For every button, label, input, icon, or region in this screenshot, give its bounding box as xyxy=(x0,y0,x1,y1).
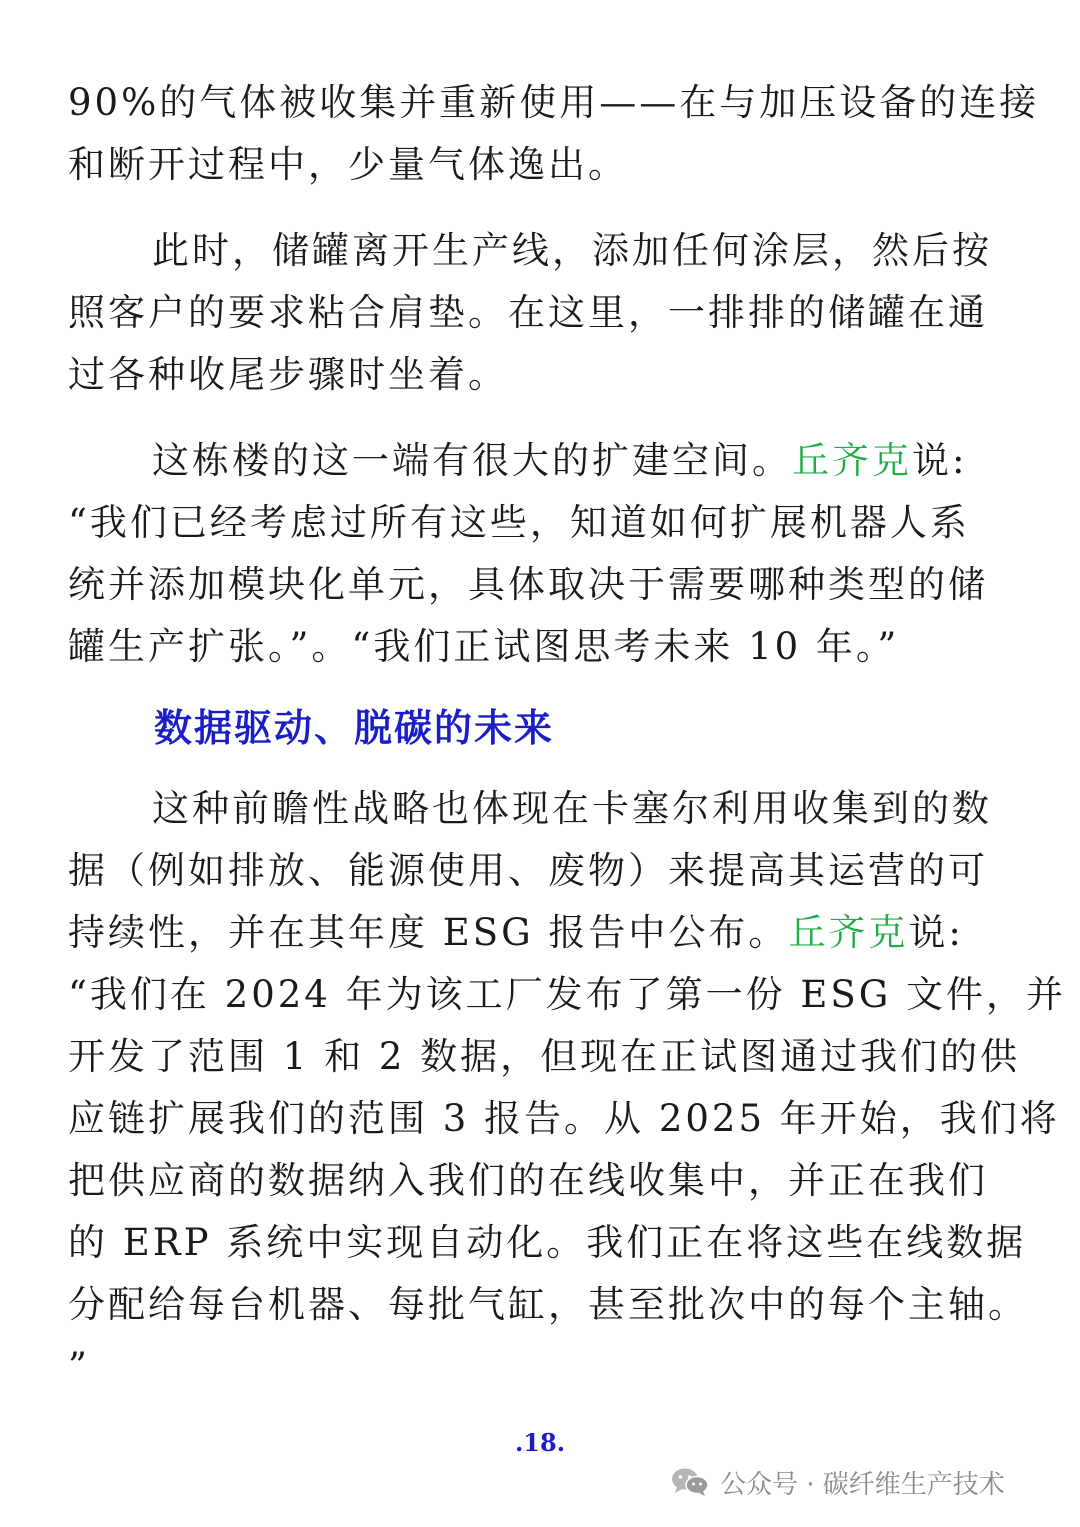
article-body xyxy=(68,72,1067,1398)
text-line: 的 ERP 系统中实现自动化。我们正在将这些在线数据 xyxy=(68,1221,1027,1264)
text-segment: 持续性，并在其年度 ESG 报告中公布。 xyxy=(68,911,789,954)
watermark xyxy=(670,1462,1005,1502)
text-line: 照客户的要求粘合肩垫。在这里，一排排的储罐在通 xyxy=(68,291,988,334)
text-line: ” xyxy=(68,1345,90,1388)
text-segment: 这栋楼的这一端有很大的扩建空间。 xyxy=(152,439,792,482)
text-line: 分配给每台机器、每批气缸，甚至批次中的每个主轴。 xyxy=(68,1283,1028,1326)
text-line: 应链扩展我们的范围 3 报告。从 2025 年开始，我们将 xyxy=(68,1097,1060,1140)
paragraph-2 xyxy=(68,220,1018,406)
text-line: 90%的气体被收集并重新使用——在与加压设备的连接 xyxy=(68,81,1040,124)
text-line: 过各种收尾步骤时坐着。 xyxy=(68,353,508,396)
section-heading: 数据驱动、脱碳的未来 xyxy=(154,705,555,750)
text-segment: 说: xyxy=(912,439,968,482)
text-line: “我们在 2024 年为该工厂发布了第一份 ESG 文件，并 xyxy=(68,973,1067,1016)
text-segment: 说: xyxy=(908,911,964,954)
text-line xyxy=(68,902,1018,964)
paragraph-3 xyxy=(68,430,1018,678)
text-line: “我们已经考虑过所有这些，知道如何扩展机器人系 xyxy=(68,501,970,544)
text-line: 和断开过程中，少量气体逸出。 xyxy=(68,143,628,186)
text-line: 罐生产扩张。”。“我们正试图思考未来 10 年。” xyxy=(68,625,900,668)
paragraph-1 xyxy=(68,72,1040,196)
wechat-icon xyxy=(670,1466,710,1498)
speaker-name: 丘齐克 xyxy=(792,439,912,482)
text-line: 开发了范围 1 和 2 数据，但现在正试图通过我们的供 xyxy=(68,1035,1021,1078)
text-line: 把供应商的数据纳入我们的在线收集中，并正在我们 xyxy=(68,1159,988,1202)
text-line: 这种前瞻性战略也体现在卡塞尔利用收集到的数 xyxy=(152,787,992,830)
text-line: 统并添加模块化单元，具体取决于需要哪种类型的储 xyxy=(68,563,988,606)
page-number: .18. xyxy=(514,1428,566,1457)
text-line: 据（例如排放、能源使用、废物）来提高其运营的可 xyxy=(68,849,988,892)
paragraph-4 xyxy=(68,778,1067,1398)
text-line xyxy=(68,430,1018,492)
watermark-text: 公众号 · 碳纤维生产技术 xyxy=(720,1469,1005,1500)
speaker-name: 丘齐克 xyxy=(788,911,909,954)
text-line: 此时，储罐离开生产线，添加任何涂层，然后按 xyxy=(152,229,992,272)
